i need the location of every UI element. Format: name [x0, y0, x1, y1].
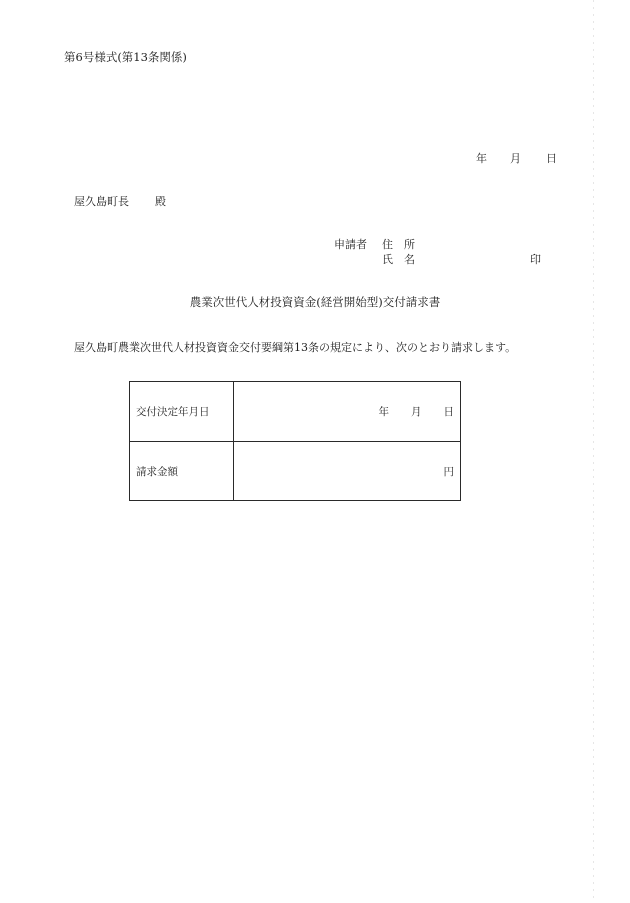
scan-edge-mark — [593, 0, 594, 903]
document-title: 農業次世代人材投資資金(経営開始型)交付請求書 — [189, 295, 441, 309]
table-row — [130, 442, 461, 501]
addressee-name: 屋久島町長 — [74, 195, 129, 208]
decision-year-label: 年 — [378, 406, 389, 418]
decision-date-label: 交付決定年月日 — [130, 382, 234, 442]
amount-unit: 円 — [443, 465, 454, 478]
address-label: 住 所 — [382, 238, 415, 251]
body-text: 屋久島町農業次世代人材投資資金交付要綱第13条の規定により、次のとおり請求します。 — [74, 341, 517, 354]
applicant-label: 申請者 — [334, 238, 367, 251]
amount-field[interactable] — [234, 442, 461, 501]
date-year-label: 年 — [476, 152, 487, 165]
addressee — [74, 193, 166, 209]
table-row — [130, 382, 461, 442]
date-day-label: 日 — [546, 152, 557, 165]
decision-date-field[interactable] — [234, 382, 461, 442]
amount-label: 請求金額 — [130, 442, 234, 501]
decision-month-label: 月 — [411, 406, 422, 418]
request-table — [129, 381, 461, 501]
addressee-honorific: 殿 — [155, 195, 166, 208]
date-month-label: 月 — [510, 152, 521, 165]
form-number: 第6号様式(第13条関係) — [64, 50, 187, 64]
name-label: 氏 名 — [382, 253, 415, 266]
seal-label: 印 — [530, 253, 541, 266]
decision-day-label: 日 — [443, 406, 454, 418]
